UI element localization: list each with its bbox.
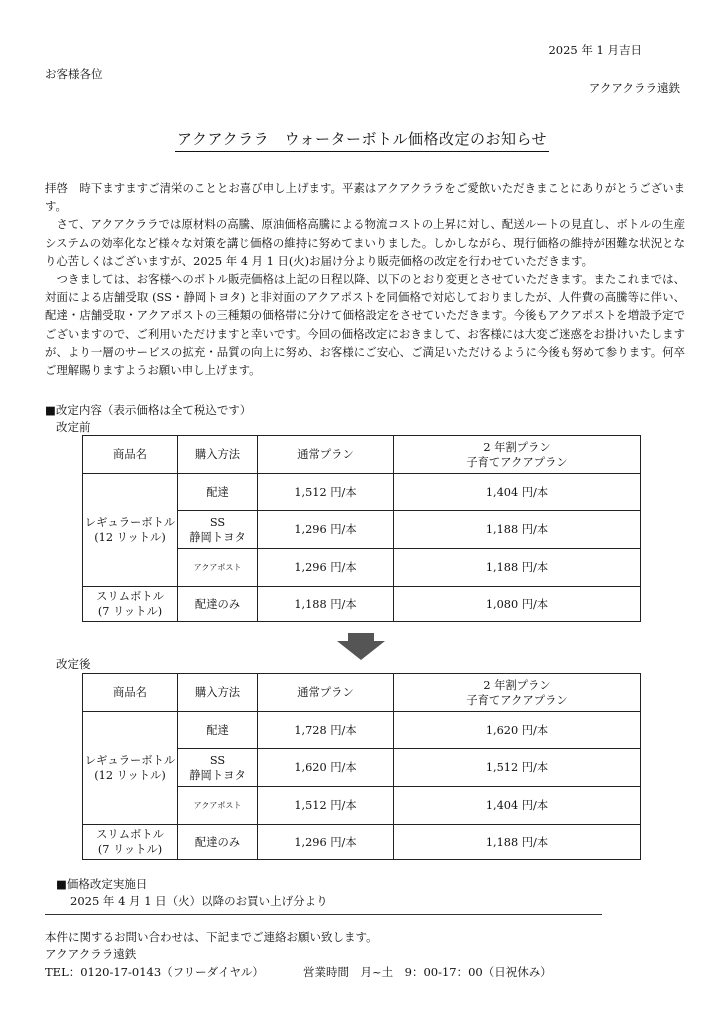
method-delivery-only: 配達のみ xyxy=(178,825,258,860)
header-product: 商品名 xyxy=(83,436,178,474)
method-aquapost: アクアポスト xyxy=(178,787,258,825)
price-cell: 1,512 円/本 xyxy=(258,787,394,825)
price-cell: 1,188 円/本 xyxy=(394,825,641,860)
method-store-line1: SS xyxy=(209,515,226,529)
price-table-after xyxy=(82,673,641,860)
contact-tel: TEL：0120-17-0143（フリーダイヤル） xyxy=(45,965,264,979)
before-label: 改定前 xyxy=(56,420,91,434)
method-store-line1: SS xyxy=(209,753,226,767)
price-cell: 1,620 円/本 xyxy=(394,712,641,749)
product-regular xyxy=(83,712,178,825)
section-heading: ■改定内容（表示価格は全て税込です） xyxy=(45,403,252,417)
method-delivery-only: 配達のみ xyxy=(178,587,258,622)
document-title: アクアクララ ウォーターボトル価格改定のお知らせ xyxy=(175,130,549,152)
header-plan-line1: 2 年割プラン xyxy=(483,678,551,692)
product-regular-name: レギュラーボトル xyxy=(84,516,176,529)
price-cell: 1,188 円/本 xyxy=(394,549,641,587)
price-cell: 1,728 円/本 xyxy=(258,712,394,749)
contact-company: アクアクララ遠鉄 xyxy=(45,947,137,961)
price-cell: 1,296 円/本 xyxy=(258,825,394,860)
table-header-row xyxy=(83,436,641,474)
divider xyxy=(45,914,602,915)
price-table-before xyxy=(82,435,641,622)
sender: アクアクララ遠鉄 xyxy=(588,81,680,95)
header-discount-plan xyxy=(394,436,641,474)
contact-note: 本件に関するお問い合わせは、下記までご連絡お願い致します。 xyxy=(45,930,378,944)
body-paragraph-2 xyxy=(45,215,685,270)
header-plan-line1: 2 年割プラン xyxy=(483,440,551,454)
down-arrow-icon xyxy=(337,633,385,660)
product-slim xyxy=(83,587,178,622)
body-text xyxy=(45,179,685,379)
product-slim-size: (7 リットル) xyxy=(97,843,163,856)
document-date: 2025 年 1 月吉日 xyxy=(548,43,642,57)
price-cell: 1,512 円/本 xyxy=(394,749,641,787)
header-product: 商品名 xyxy=(83,674,178,712)
price-cell: 1,188 円/本 xyxy=(258,587,394,622)
header-normal-plan: 通常プラン xyxy=(258,436,394,474)
document-title-wrapper xyxy=(0,128,724,149)
table-row xyxy=(83,825,641,860)
product-regular-name: レギュラーボトル xyxy=(84,754,176,767)
method-delivery: 配達 xyxy=(178,474,258,511)
product-regular-size: (12 リットル) xyxy=(94,531,166,544)
price-cell: 1,188 円/本 xyxy=(394,511,641,549)
body-paragraph-3 xyxy=(45,270,685,379)
table-header-row xyxy=(83,674,641,712)
table-row xyxy=(83,587,641,622)
method-aquapost: アクアポスト xyxy=(178,549,258,587)
price-cell: 1,404 円/本 xyxy=(394,474,641,511)
price-cell: 1,620 円/本 xyxy=(258,749,394,787)
header-discount-plan xyxy=(394,674,641,712)
effective-heading: ■価格改定実施日 xyxy=(56,877,148,891)
header-method: 購入方法 xyxy=(178,674,258,712)
method-store-line2: 静岡トヨタ xyxy=(189,530,246,544)
header-plan-line2: 子育てアクアプラン xyxy=(466,693,568,707)
business-hours: 営業時間 月~土 9：00-17：00（日祝休み） xyxy=(303,965,552,979)
body-paragraph-1: 拝啓 時下ますますご清栄のこととお喜び申し上げます。平素はアクアクララをご愛飲いただきまことにありがとうございます。 xyxy=(45,181,685,214)
body-paragraph-3-text: つきましては、お客様へのボトル販売価格は上記の日程以降、以下のとおり変更とさせていただきます。またこれまでは、対面による店舗受取 (SS・静岡トヨタ) と非対面のアクアポストを同価格で対応しておりましたが、人件費の高騰等に伴い、配達・店舗受取・アクアポストの三種類の価格帯に分けて価格設定をさせていただきます。今後もアクアポストを増設予定でございますので、ご利用いただけますと幸いです。今回の価格改定におきまして、お客様には大変ご迷惑をお掛けいたしますが、より一層のサービスの拡充・品質の向上に努め、お客様にご安心、ご満足いただけるように今後も努めて参ります。何卒ご理解賜りますようお願い申し上げます。 xyxy=(45,272,685,378)
product-slim-size: (7 リットル) xyxy=(97,605,163,618)
recipient: お客様各位 xyxy=(45,67,103,81)
method-store-line2: 静岡トヨタ xyxy=(189,768,246,782)
product-regular xyxy=(83,474,178,587)
product-slim-name: スリムボトル xyxy=(96,590,164,603)
method-store xyxy=(178,749,258,787)
product-slim xyxy=(83,825,178,860)
header-normal-plan: 通常プラン xyxy=(258,674,394,712)
product-regular-size: (12 リットル) xyxy=(94,769,166,782)
effective-date: 2025 年 4 月 1 日（火）以降のお買い上げ分より xyxy=(70,894,328,908)
method-store xyxy=(178,511,258,549)
price-cell: 1,404 円/本 xyxy=(394,787,641,825)
header-method: 購入方法 xyxy=(178,436,258,474)
body-paragraph-2-text: さて、アクアクララでは原材料の高騰、原油価格高騰による物流コストの上昇に対し、配送ルートの見直し、ボトルの生産システムの効率化など様々な対策を講じ価格の維持に努めてまいりました。しかしながら、現行価格の維持が困難な状況となり心苦しくはございますが、2025 年 4 月 1 日(火)お届け分より販売価格の改定を行わせていただきます。 xyxy=(45,217,685,268)
table-row xyxy=(83,474,641,511)
table-row xyxy=(83,712,641,749)
price-cell: 1,296 円/本 xyxy=(258,549,394,587)
price-cell: 1,296 円/本 xyxy=(258,511,394,549)
method-delivery: 配達 xyxy=(178,712,258,749)
price-cell: 1,080 円/本 xyxy=(394,587,641,622)
after-label: 改定後 xyxy=(56,657,91,671)
product-slim-name: スリムボトル xyxy=(96,828,164,841)
price-cell: 1,512 円/本 xyxy=(258,474,394,511)
header-plan-line2: 子育てアクアプラン xyxy=(466,455,568,469)
